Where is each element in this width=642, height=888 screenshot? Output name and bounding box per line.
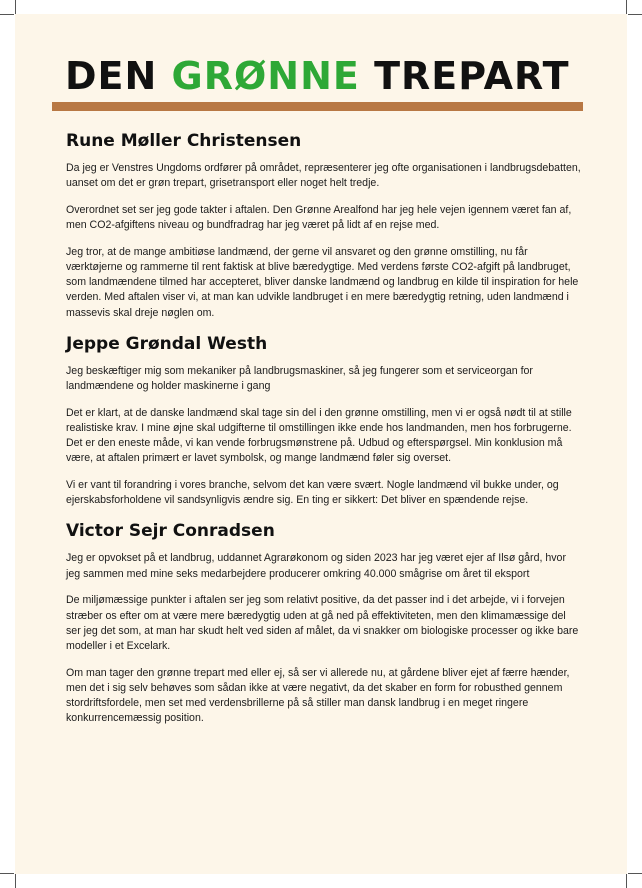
crop-mark: [628, 873, 642, 874]
crop-mark: [626, 874, 627, 888]
paragraph: Det er klart, at de danske landmænd skal tage sin del i den grønne omstilling, men vi er også nødt til at stille realistiske krav. I mine øjne skal udgifterne til omstillingen ikke ende hos landmanden, men hos forbrugerne. Det er den eneste måde, vi kan vende forbrugsmønstrene på. Udbud og efterspørgsel. Min konklusion må være, at aftalen primært er lavet symbolsk, og mange landmænd føler sig overset.: [66, 406, 572, 465]
person-name: Victor Sejr Conradsen: [66, 521, 275, 542]
paragraph: Da jeg er Venstres Ungdoms ordfører på området, repræsenterer jeg ofte organisationen i landbrugsdebatten, uanset om det er grøn trepart, grisetransport eller noget helt tredje.: [66, 162, 581, 190]
crop-mark: [0, 873, 14, 874]
person-name: Rune Møller Christensen: [66, 131, 302, 151]
crop-mark: [628, 14, 642, 15]
article-body: [66, 130, 582, 738]
paragraph: Om man tager den grønne trepart med eller ej, så ser vi allerede nu, at gårdene bliver ejet af færre hænder, men det i sig selv behøves som sådan ikke at være negativt, da det skaber en form for robusthed gennem stordriftsfordele, men set med verdensbrillerne på så stiller man dansk landbrug i en meget ringere konkurrencemæssig position.: [66, 666, 570, 725]
title-word-den: DEN: [65, 54, 158, 98]
page-title: [65, 54, 585, 98]
person-name: Jeppe Grøndal Westh: [66, 333, 268, 354]
crop-mark: [15, 874, 16, 888]
crop-mark: [15, 0, 16, 14]
paragraph: Overordnet set ser jeg gode takter i aftalen. Den Grønne Arealfond har jeg hele vejen igennem været fan af, men CO2-afgiftens niveau og bundfradrag har jeg været på lidt af en rejse med.: [66, 203, 572, 232]
paragraph: Vi er vant til forandring i vores branche, selvom det kan være svært. Nogle landmænd vil bukke under, og ejerskabsforholdene vil sandsynligvis ændre sig. En ting er sikkert: Det bliver en spændende rejse.: [66, 479, 559, 507]
paragraph: Jeg er opvokset på et landbrug, uddannet Agrarøkonom og siden 2023 har jeg været ejer af Ilsø gård, hvor jeg sammen med mine seks medarbejdere producerer omkring 40.000 smågrise om året til eksport: [66, 552, 566, 580]
paragraph: De miljømæssige punkter i aftalen ser jeg som relativt positive, da det passer ind i det arbejde, vi i forvejen stræber os efter om at være mere bæredygtig uden at gå ned på effektiviteten, men den klimamæssige del ser jeg det som, at man har skudt helt ved siden af målet, da vi snakker om biologiske processer og ikke bare modeller i et Excelark.: [66, 594, 579, 652]
page: [15, 14, 627, 874]
title-word-trepart: TREPART: [374, 54, 570, 98]
profile-section: [66, 130, 582, 321]
crop-mark: [0, 14, 14, 15]
profile-section: [66, 333, 582, 509]
paragraph: Jeg beskæftiger mig som mekaniker på landbrugsmaskiner, så jeg fungerer som et serviceorgan for landmændene og holder maskinerne i gang: [66, 364, 533, 393]
profile-section: [66, 520, 582, 726]
title-divider: [52, 102, 583, 111]
crop-mark: [626, 0, 627, 14]
title-word-gronne: GRØNNE: [171, 54, 360, 98]
paragraph: Jeg tror, at de mange ambitiøse landmænd, der gerne vil ansvaret og den grønne omstilling, nu får værktøjerne og rammerne til rent faktisk at blive bæredygtige. Med verdens første CO2-afgift på landbruget, som landmændene tilmed har accepteret, bliver danske landmænd og landbrug en kilde til inspiration for hele verden. Med aftalen viser vi, at man kan udvikle landbruget i en mere bæredygtig retning, uden landmænd i massevis skal dreje nøglen om.: [66, 245, 579, 319]
